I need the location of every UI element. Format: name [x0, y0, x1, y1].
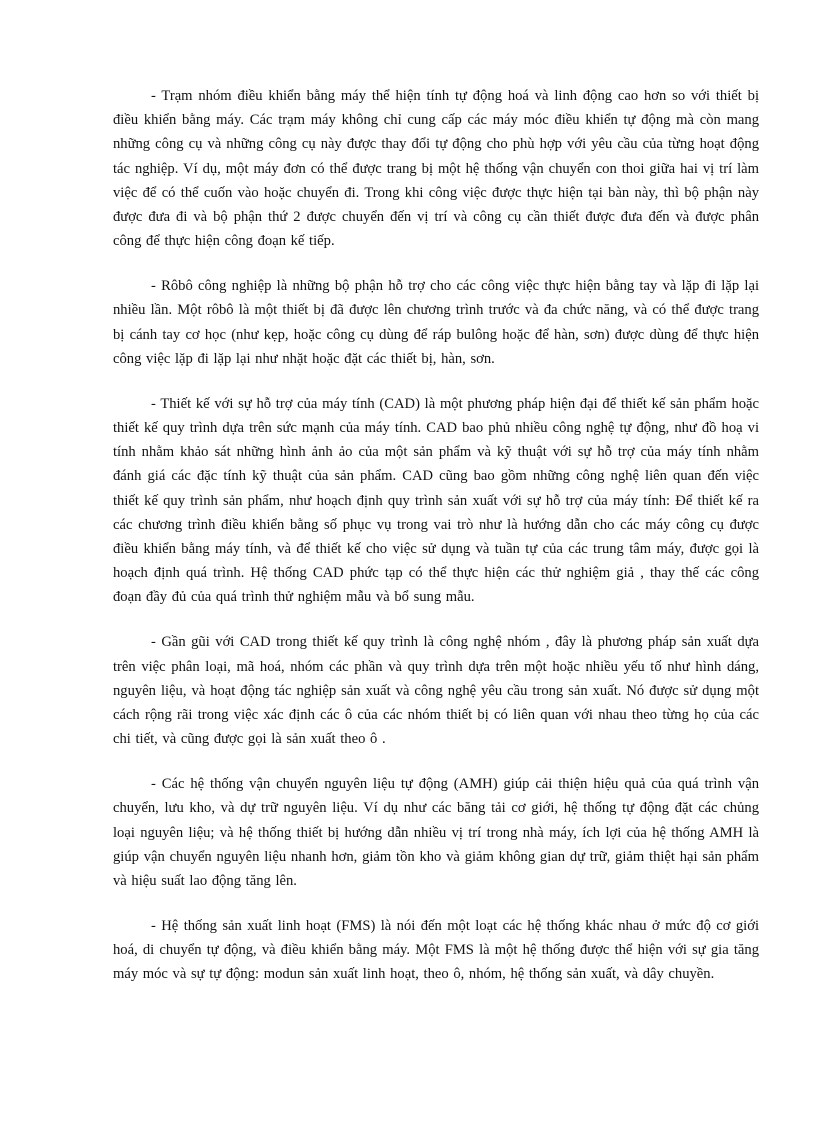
paragraph-industrial-robot: - Rôbô công nghiệp là những bộ phận hỗ trợ cho các công việc thực hiện bằng tay và lặp đi lặp lại nhiều lần. Một rôbô là một thiết bị đã được lên chương trình trước và đa chức năng, và có thể được trang bị cánh tay cơ học (như kẹp, hoặc công cụ dùng để ráp bulông hoặc để hàn, sơn) được dùng để thực hiện công việc lặp đi lặp lại như nhặt hoặc đặt các thiết bị, hàn, sơn. — [113, 278, 759, 367]
document-body — [113, 84, 759, 1007]
paragraph-amh: - Các hệ thống vận chuyển nguyên liệu tự động (AMH) giúp cải thiện hiệu quả của quá trình vận chuyển, lưu kho, và dự trữ nguyên liệu. Ví dụ như các băng tải cơ giới, hệ thống tự động đặt các chủng loại nguyên liệu; và hệ thống thiết bị hướng dẫn nhiều vị trí trong nhà máy, ích lợi của hệ thống AMH là giúp vận chuyển nguyên liệu nhanh hơn, giảm tồn kho và giảm không gian dự trữ, giảm thiệt hại sản phẩm và hiệu suất lao động tăng lên. — [113, 776, 759, 890]
paragraph-cad: - Thiết kế với sự hỗ trợ của máy tính (CAD) là một phương pháp hiện đại để thiết kế sản phẩm hoặc thiết kế quy trình dựa trên sức mạnh của máy tính. CAD bao phủ nhiều công nghệ tự động, như đồ hoạ vi tính nhằm khảo sát những hình ảnh ảo của một sản phẩm và kỹ thuật với sự hỗ trợ của máy tính nhằm đánh giá các đặc tính kỹ thuật của sản phẩm. CAD cũng bao gồm những công nghệ liên quan đến việc thiết kế quy trình sản phẩm, như hoạch định quy trình sản xuất với sự hỗ trợ của máy tính: Để thiết kế ra các chương trình điều khiển bằng số phục vụ trong vai trò như là hướng dẫn cho các máy công cụ được điều khiển bằng máy tính, và để thiết kế cho việc sử dụng và tuần tự của các trung tâm máy, được gọi là hoạch định quá trình. Hệ thống CAD phức tạp có thể thực hiện các thử nghiệm giả , thay thế các công đoạn đầy đủ của quá trình thử nghiệm mẫu và bổ sung mẫu. — [113, 395, 759, 606]
paragraph-group-technology: - Gần gũi với CAD trong thiết kế quy trình là công nghệ nhóm , đây là phương pháp sản xuất dựa trên việc phân loại, mã hoá, nhóm các phần và quy trình dựa trên một hoặc nhiều yếu tố như hình dáng, nguyên liệu, và hoạt động tác nghiệp sản xuất và công nghệ yêu cầu trong sản xuất. Nó được sử dụng một cách rộng rãi trong việc xác định các ô của các nhóm thiết bị có liên quan với nhau theo từng họ của các chi tiết, và cũng được gọi là sản xuất theo ô . — [113, 634, 759, 748]
paragraph-workstation: - Trạm nhóm điều khiển bằng máy thể hiện tính tự động hoá và linh động cao hơn so với thiết bị điều khiển bằng máy. Các trạm máy không chỉ cung cấp các máy móc điều khiển tự động mà còn mang những công cụ và những công cụ này được thay đổi tự động cho phù hợp với yêu cầu của từng hoạt động tác nghiệp. Ví dụ, một máy đơn có thể được trang bị một hệ thống vận chuyển con thoi giữa hai vị trí làm việc để có thể cuốn vào hoặc chuyển đi. Trong khi công việc được thực hiện tại bàn này, thì bộ phận này được đưa đi và bộ phận thứ 2 được chuyển đến vị trí và công cụ cần thiết được đưa đến và được phân công để thực hiện công đoạn kế tiếp. — [113, 88, 759, 250]
paragraph-fms: - Hệ thống sản xuất linh hoạt (FMS) là nói đến một loạt các hệ thống khác nhau ở mức độ cơ giới hoá, di chuyển tự động, và điều khiển bằng máy. Một FMS là một hệ thống được thể hiện với sự gia tăng máy móc và sự tự động: modun sản xuất linh hoạt, theo ô, nhóm, hệ thống sản xuất, và dây chuyền. — [113, 918, 759, 983]
